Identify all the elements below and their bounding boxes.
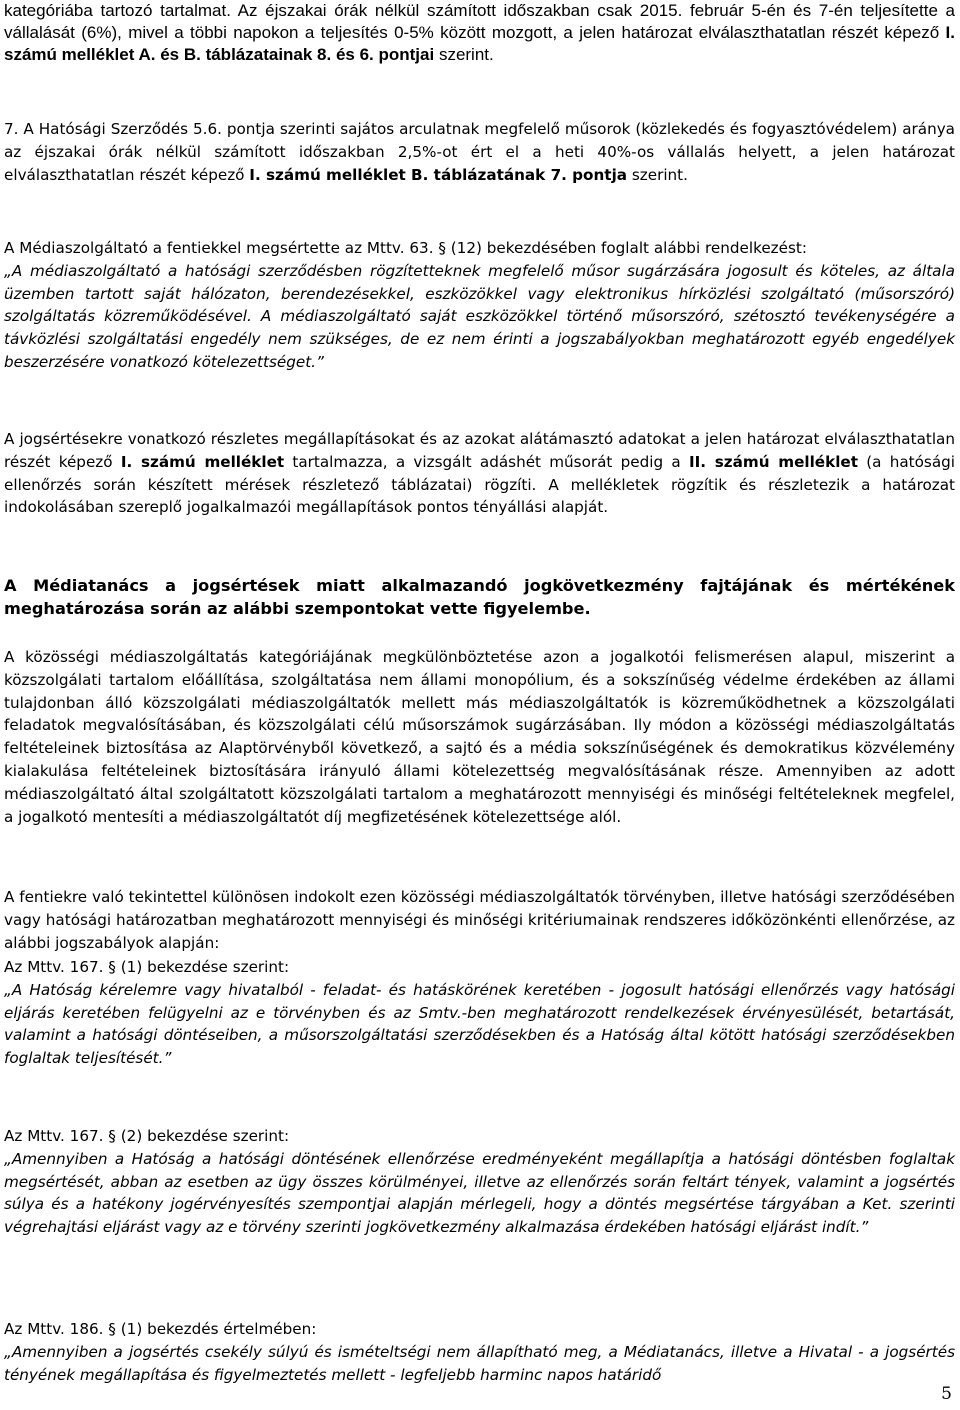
legal-quote-lead: Az Mttv. 167. § (1) bekezdése szerint: — [4, 958, 290, 976]
legal-quote-lead: Az Mttv. 167. § (2) bekezdése szerint: — [4, 1127, 290, 1145]
section-heading: A Médiatanács a jogsértések miatt alkalmazandó jogkövetkezmény fajtájának és mértékének meghatározása során az alábbi szempontokat vette figyelembe. — [4, 576, 955, 618]
violation-quote: „A médiaszolgáltató a hatósági szerződésben rögzítetteknek megfelelő műsor sugárzására jogosult és köteles, az általa üzemben tartott saját hálózaton, berendezésekkel, eszközökkel vagy elektronikus hírközlési szolgáltató (műsorszóró) szolgáltatás közreműködésével. A médiaszolgáltató saját eszközökkel történő műsorszóró, szétosztó tevékenységére a távközlési szolgáltatási engedély nem szükséges, de ez nem érinti a jogszabályokban meghatározott egyéb engedélyek beszerzésére vonatkozó kötelezettséget.” — [4, 261, 955, 371]
paragraph-findings-6: kategóriába tartozó tartalmat. Az éjszakai órák nélkül számított időszakban csak 2015. február 5-én és 7-én teljesítette a vállalását (6%), mivel a többi napokon a teljesítés 0-5% között mozgott, a jelen határozat elválaszthatatlan részét képező I. számú melléklet A. és B. táblázatainak 8. és 6. pontjai szerint. — [4, 1, 955, 65]
paragraph-community-media: A közösségi médiaszolgáltatás kategóriájának megkülönböztetése azon a jogalkotói felismerésen alapul, miszerint a közszolgálati tartalom előállítása, szolgáltatása nem állami monopólium, és a sokszínűség védelme érdekében az állami tulajdonban álló közszolgálati médiaszolgáltatók mellett más médiaszolgáltatók is közreműködhetnek a közszolgálati feladatok megvalósításában, és közszolgálati célú műsorszámok sugárzásában. Ily módon a közösségi médiaszolgáltatás feltételeinek biztosítása az Alaptörvényből következő, a sajtó és a média sokszínűségének és demokratikus közvélemény kialakulása feltételeinek biztosítására irányuló állami kötelezettség megvalósításának része. Amennyiben az adott médiaszolgáltató által szolgáltatott közszolgálati tartalom a meghatározott mennyiségi és minőségi feltételeknek megfelel, a jogalkotó mentesíti a médiaszolgáltatót díj megfizetésének kötelezettsége alól. — [4, 648, 955, 826]
legal-quote-text: „A Hatóság kérelemre vagy hivatalból - feladat- és hatáskörének keretében - jogosult hatósági ellenőrzés vagy hatósági eljárás keretében felügyelni az e törvényben és az Smtv.-ben meghatározott rendelkezések érvényesülését, betartását, valamint a hatósági döntéseiben, a műsorszolgáltatási szerződésekben és a Hatóság által kötött hatósági szerződésekben foglaltak teljesítését.” — [4, 980, 955, 1068]
paragraph-monitoring: A fentiekre való tekintettel különösen indokolt ezen közösségi médiaszolgáltatók törvényben, illetve hatósági szerződésében vagy hatósági határozatban meghatározott mennyiségi és minőségi kritériumainak rendszeres időközönkénti ellenőrzése, az alábbi jogszabályok alapján: — [4, 888, 955, 952]
legal-quote-167-2 — [4, 1125, 955, 1239]
legal-quote-text: „Amennyiben a jogsértés csekély súlyú és ismételtségi nem állapítható meg, a Médiatanács, illetve a Hivatal - a jogsértés tényének megállapítása és figyelmeztetés mellett - legfeljebb harminc napos határidő — [4, 1342, 955, 1384]
legal-quote-lead: Az Mttv. 186. § (1) bekezdés értelmében: — [4, 1320, 317, 1338]
paragraph-findings-7: 7. A Hatósági Szerződés 5.6. pontja szerinti sajátos arculatnak megfelelő műsorok (közlekedés és fogyasztóvédelem) aránya az éjszakai órák nélkül számított időszakban 2,5%-ot ért el a heti 40%-os vállalás helyett, a jelen határozat elválaszthatatlan részét képező I. számú melléklet B. táblázatának 7. pontja szerint. — [4, 120, 955, 184]
legal-quote-167-1 — [4, 956, 955, 1070]
violation-statement — [4, 237, 955, 374]
legal-quote-text: „Amennyiben a Hatóság a hatósági döntésének ellenőrzése eredményeként megállapítja a hatósági döntésben foglaltak megsértését, abban az esetben az ügy összes körülményei, illetve az ellenőrzés során feltárt tények, valamint a jogsértés súlya és a hatékony jogérvényesítés szempontjai alapján mérlegeli, hogy a döntés megsértése tárgyában a Ket. szerinti végrehajtási eljárást vagy az e törvény szerinti jogkövetkezmény alkalmazása érdekében hatósági eljárást indít.” — [4, 1149, 955, 1237]
page-number: 5 — [941, 1384, 952, 1404]
legal-quote-186-1 — [4, 1318, 955, 1386]
paragraph-annexes: A jogsértésekre vonatkozó részletes megállapításokat és az azokat alátámasztó adatokat a jelen határozat elválaszthatatlan részét képező I. számú melléklet tartalmazza, a vizsgált adáshét műsorát pedig a II. számú melléklet (a hatósági ellenőrzés során készített mérések részletező táblázatai) rögzíti. A mellékletek rögzítik és részletezik a határozat indokolásában szereplő jogalkalmazói megállapítások pontos tényállási alapját. — [4, 430, 955, 517]
violation-lead: A Médiaszolgáltató a fentiekkel megsértette az Mttv. 63. § (12) bekezdésében foglalt alábbi rendelkezést: — [4, 239, 807, 257]
